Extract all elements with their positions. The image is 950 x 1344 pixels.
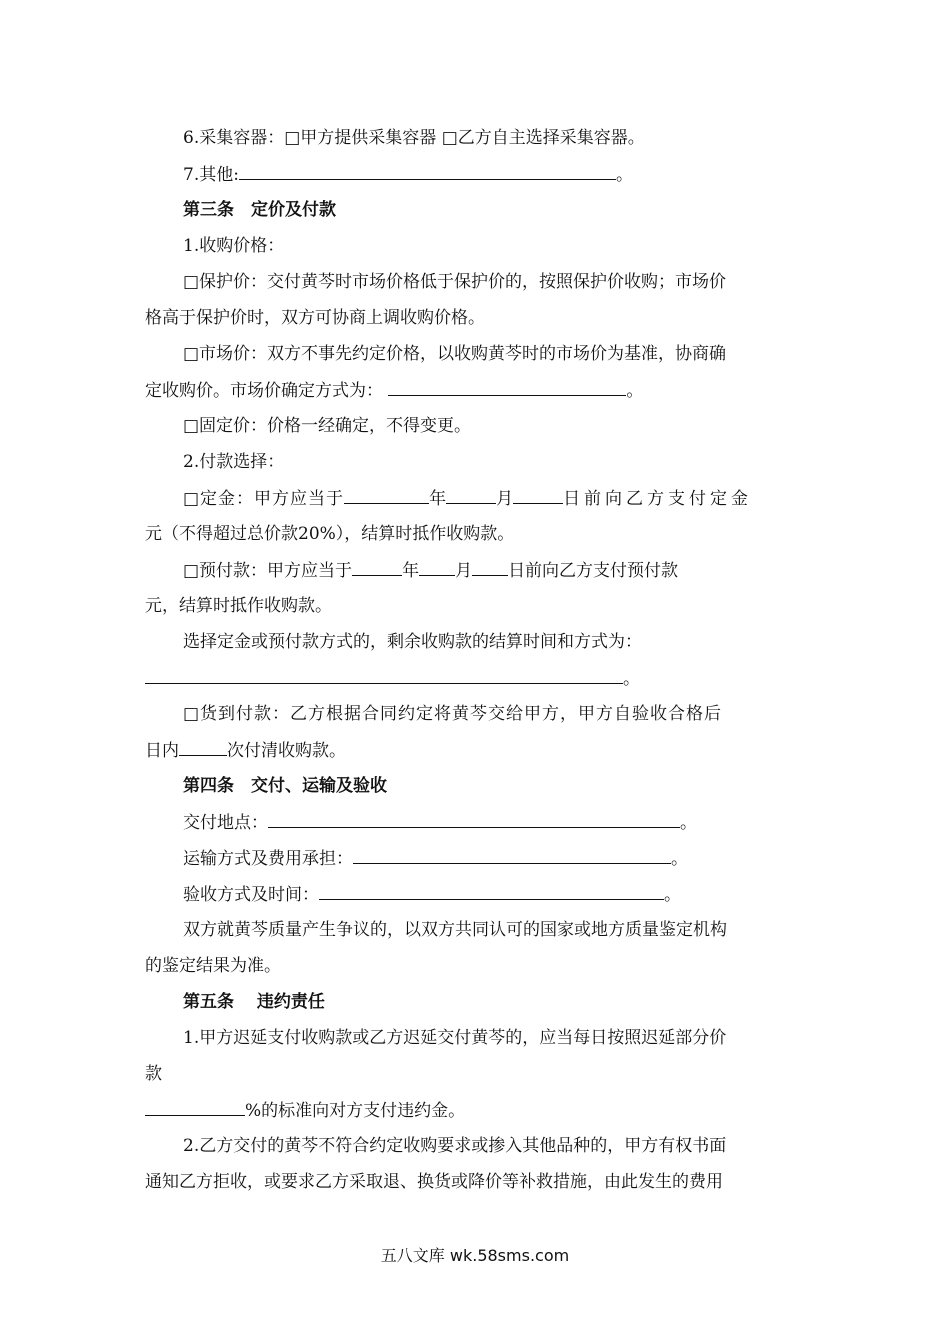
item7-blank[interactable] — [239, 162, 616, 180]
prepay-day-blank[interactable] — [472, 558, 508, 576]
footer-watermark: 五八文库 wk.58sms.com — [380, 1246, 570, 1265]
delivery-place-blank[interactable] — [268, 810, 680, 828]
period: 。 — [671, 849, 688, 869]
penalty-rate-blank[interactable] — [145, 1098, 245, 1116]
month-label: 月 — [455, 561, 473, 581]
a5-p1-line1: 1.甲方迟延支付收购款或乙方迟延交付黄芩的，应当每日按照迟延部分价 — [183, 1028, 727, 1048]
prepay-pay-text: 日前向乙方支付预付款 — [508, 561, 679, 581]
a4-transport — [183, 846, 688, 871]
article3-heading: 第三条 定价及付款 — [183, 200, 336, 220]
deposit-pay-text: 日前向乙方支付定金 — [563, 489, 753, 509]
a3-cod-line1 — [183, 702, 722, 726]
penalty-rate-text: %的标准向对方支付违约金。 — [245, 1101, 466, 1121]
period: 。 — [680, 813, 697, 833]
transport-blank[interactable] — [353, 846, 671, 864]
a3-cod-line2 — [145, 738, 346, 763]
a4-inspection — [183, 882, 681, 907]
inspection-blank[interactable] — [319, 882, 664, 900]
article4-heading: 第四条 交付、运输及验收 — [183, 776, 387, 796]
a3-payment-choice: 2.付款选择： — [183, 452, 285, 472]
period: 。 — [664, 885, 681, 905]
a3-remaining-payment: 选择定金或预付款方式的，剩余收购款的结算时间和方式为： — [183, 632, 642, 652]
prepay-option[interactable]: □预付款：甲方应当于 — [183, 561, 353, 581]
a3-deposit-line2: 元（不得超过总价款20%），结算时抵作收购款。 — [145, 524, 515, 544]
a5-p1-line3 — [145, 1098, 465, 1123]
a3-prepay-line2: 元，结算时抵作收购款。 — [145, 596, 332, 616]
period: 。 — [623, 669, 640, 689]
prepay-month-blank[interactable] — [419, 558, 455, 576]
remaining-payment-blank[interactable] — [145, 666, 623, 684]
a4-delivery-place — [183, 810, 697, 835]
a3-purchase-price: 1.收购价格： — [183, 236, 285, 256]
a3-market-price-line1 — [183, 342, 726, 366]
cod-days-blank[interactable] — [179, 738, 227, 756]
item6-line — [183, 126, 645, 150]
cod-option[interactable]: □货到付款：乙方根据合同约定将黄芩交给甲方，甲方自验收合格后 — [183, 704, 723, 724]
inspection-label: 验收方式及时间： — [183, 885, 319, 905]
period: 。 — [615, 165, 633, 185]
transport-label: 运输方式及费用承担： — [183, 849, 353, 869]
item6-label: 6.采集容器： — [183, 128, 285, 148]
a3-market-price-line2 — [145, 378, 643, 403]
deposit-year-blank[interactable] — [344, 486, 429, 504]
a3-remaining-blank-line — [145, 666, 640, 691]
a5-p2-line1: 2.乙方交付的黄芩不符合约定收购要求或掺入其他品种的，甲方有权书面 — [183, 1136, 727, 1156]
item7-line — [183, 162, 633, 187]
fixed-price-option[interactable]: □固定价：价格一经确定，不得变更。 — [183, 416, 472, 436]
a3-prepay-line1 — [183, 558, 678, 583]
item6-option-party-b[interactable]: □乙方自主选择采集容器。 — [441, 128, 645, 148]
deposit-day-blank[interactable] — [513, 486, 563, 504]
a3-deposit-line1 — [183, 486, 752, 511]
a4-dispute-line2: 的鉴定结果为准。 — [145, 956, 281, 976]
period: 。 — [626, 381, 644, 401]
delivery-place-label: 交付地点： — [183, 813, 268, 833]
prepay-year-blank[interactable] — [352, 558, 402, 576]
a3-fixed-price — [183, 414, 471, 438]
market-price-method-label: 定收购价。市场价确定方式为： — [145, 381, 383, 401]
market-price-method-blank[interactable] — [388, 378, 626, 396]
a5-p2-line2: 通知乙方拒收，或要求乙方采取退、换货或降价等补救措施，由此发生的费用 — [145, 1172, 723, 1192]
cod-pay-text: 次付清收购款。 — [227, 741, 346, 761]
year-label: 年 — [429, 489, 447, 509]
item7-label: 7.其他: — [183, 165, 239, 185]
item6-option-party-a[interactable]: □甲方提供采集容器 — [284, 128, 437, 148]
a5-p1-line2: 款 — [145, 1064, 162, 1084]
a3-protect-price-line1 — [183, 270, 726, 294]
deposit-option[interactable]: □定金：甲方应当于 — [183, 489, 345, 509]
a3-protect-price-line2: 格高于保护价时，双方可协商上调收购价格。 — [145, 308, 485, 328]
month-label: 月 — [496, 489, 514, 509]
cod-days-label: 日内 — [145, 741, 179, 761]
protect-price-option[interactable]: □保护价：交付黄芩时市场价格低于保护价的，按照保护价收购；市场价 — [183, 272, 727, 292]
deposit-month-blank[interactable] — [446, 486, 496, 504]
year-label: 年 — [402, 561, 420, 581]
a4-dispute-line1: 双方就黄芩质量产生争议的，以双方共同认可的国家或地方质量鉴定机构 — [183, 920, 727, 940]
market-price-option[interactable]: □市场价：双方不事先约定价格，以收购黄芩时的市场价为基准，协商确 — [183, 344, 727, 364]
article5-heading: 第五条 违约责任 — [183, 992, 325, 1012]
